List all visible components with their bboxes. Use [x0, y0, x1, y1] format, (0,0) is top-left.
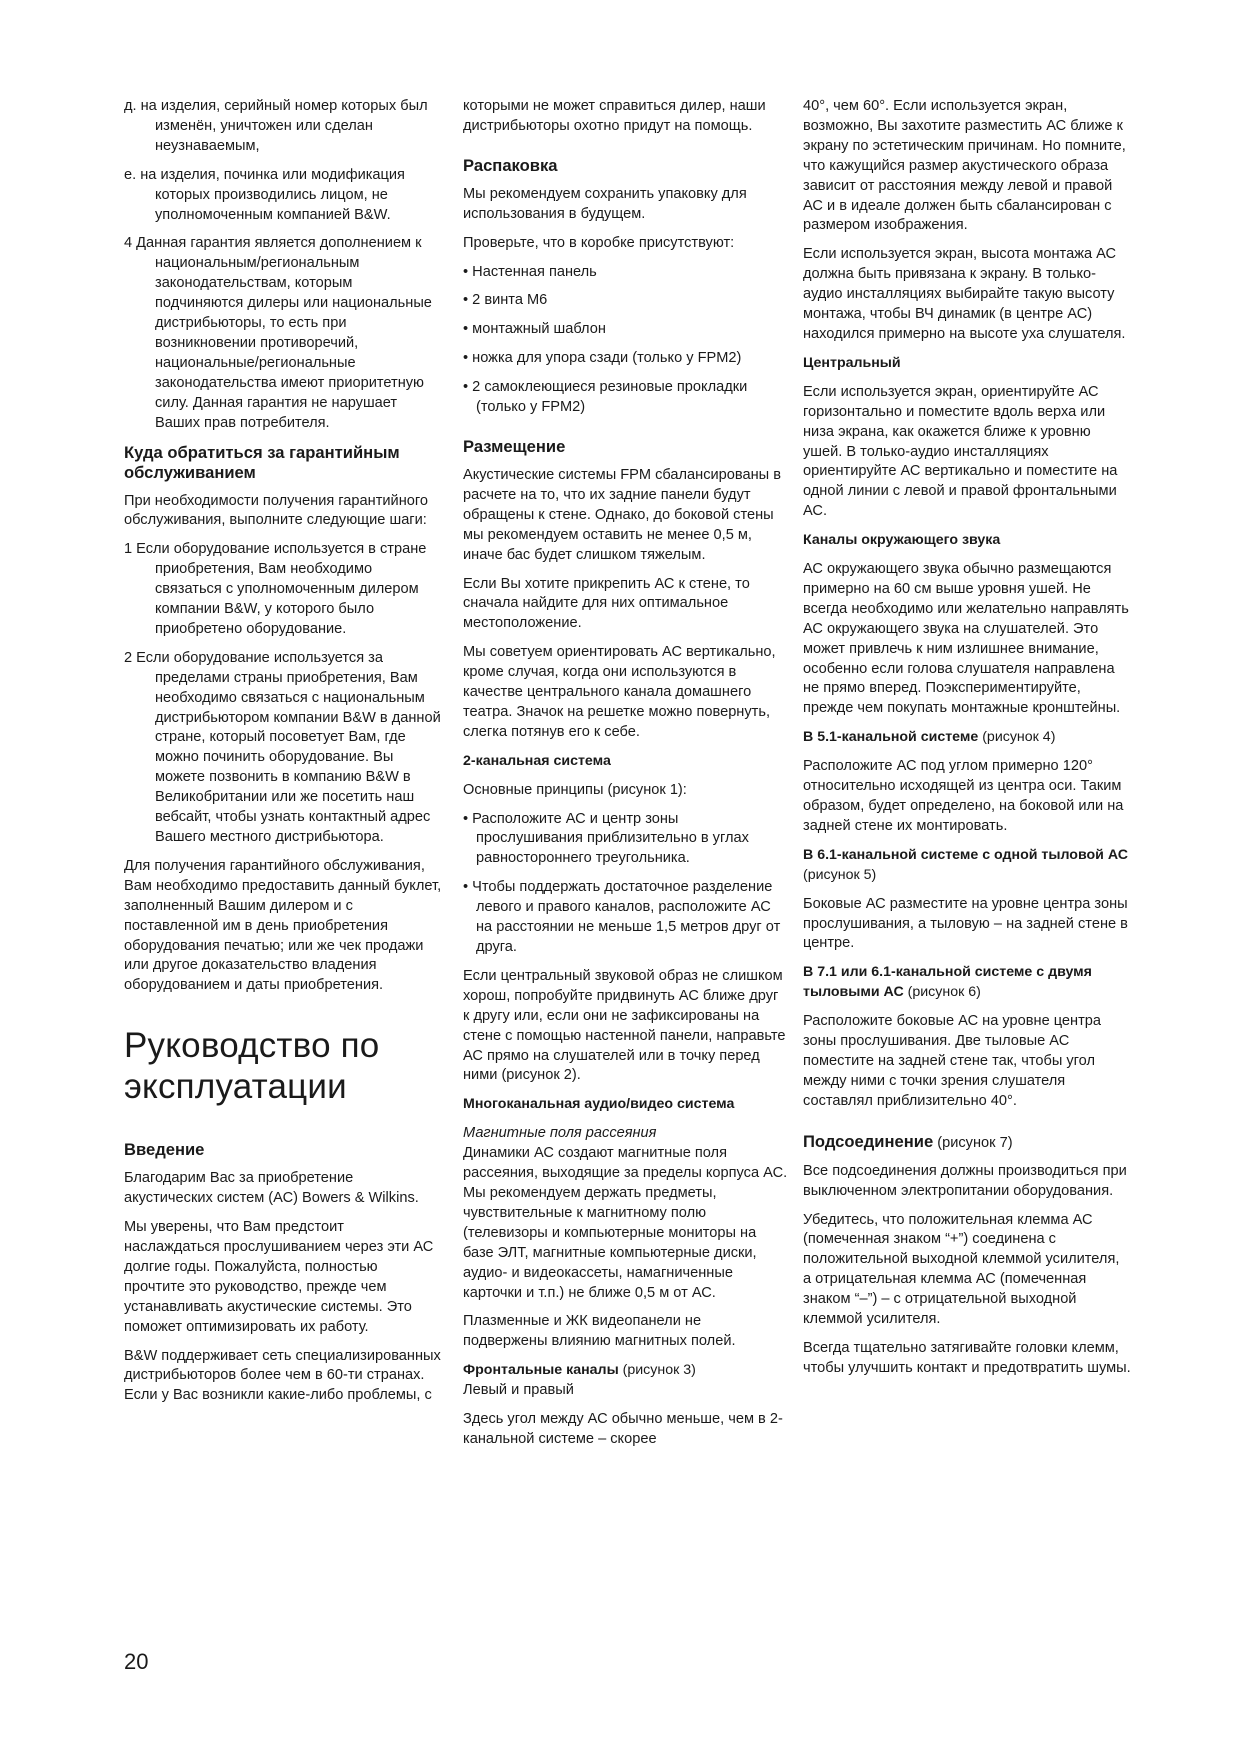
paragraph: Если используется экран, ориентируйте АС горизонтально и поместите вдоль верха или низа экрана, как окажется ближе к уровню ушей. В только-аудио инсталляциях ориентируйте АС вертикально и поместите на одной линии с левой и правой фронтальными АС. [803, 383, 1118, 520]
paragraph: Мы уверены, что Вам предстоит наслаждаться прослушиванием через эти АС долгие годы. Пожалуйста, полностью прочтите это руководство, прежде чем устанавливать акустические системы. Это поможет оптимизировать их работу. [124, 1219, 434, 1335]
label-left-right: Левый и правый [463, 1382, 574, 1399]
figure-ref: (рисунок 3) [618, 1362, 696, 1379]
page-number: 20 [124, 1649, 149, 1674]
list-item: • 2 самоклеющиеся резиновые прокладки (только у FPM2) [463, 379, 748, 416]
section-heading-intro: Введение [124, 1140, 205, 1160]
paragraph: Убедитесь, что положительная клемма АС (помеченная знаком “+”) соединена с положительной выходной клеммой усилителя, а отрицательная клемма АС (помеченная знаком “–”) – с отрицательной выходной клеммой усилителя. [803, 1211, 1120, 1328]
paragraph: Проверьте, что в коробке присутствуют: [463, 234, 735, 251]
section-heading-warranty: Куда обратиться за гарантийным обслуживанием [124, 442, 400, 482]
subheading-7-1 [803, 963, 1131, 1003]
subheading-text: Фронтальные каналы [463, 1362, 619, 1379]
column-3 [803, 97, 1131, 1388]
list-item: • Расположите АС и центр зоны прослушивания приблизительно в углах равностороннего треугольника. [463, 810, 749, 867]
subheading-multichannel: Многоканальная аудио/видео система [463, 1096, 735, 1113]
paragraph: Всегда тщательно затягивайте головки клемм, чтобы улучшить контакт и предотвратить шумы. [803, 1339, 1131, 1376]
subheading-text: В 5.1-канальной системе [803, 729, 979, 746]
paragraph: Динамики АС создают магнитные поля рассеяния, выходящие за пределы корпуса АС. Мы рекомендуем держать предметы, чувствительные к магнитному полю (телевизоры и компьютерные мониторы на базе ЭЛТ, магнитные компьютерные диски, аудио- и видеокассеты, намагниченные карточки и т.п.) не ближе 0,5 м от АС. [463, 1145, 788, 1301]
paragraph: Плазменные и ЖК видеопанели не подвержены влиянию магнитных полей. [463, 1313, 736, 1350]
paragraph: 40°, чем 60°. Если используется экран, возможно, Вы захотите разместить АС ближе к экрану по эстетическим причинам. Но помните, что кажущийся размер акустического образа зависит от расстояния между левой и правой АС и в идеале должен быть сбалансирован с размером изображения. [803, 98, 1126, 234]
paragraph: е. на изделия, починка или модификация которых производились лицом, не уполномоченным компанией B&W. [124, 166, 405, 223]
paragraph: Мы советуем ориентировать АС вертикально, кроме случая, когда они используются в качестве центрального канала домашнего театра. Значок на решетке можно повернуть, слегка потянув его к себе. [463, 644, 776, 740]
paragraph: Если используется экран, высота монтажа АС должна быть привязана к экрану. В только-аудио инсталляциях выбирайте такую высоту монтажа, чтобы ВЧ динамик (в центре АС) находился примерно на высоте уха слушателя. [803, 246, 1126, 342]
paragraph: Боковые АС разместите на уровне центра зоны прослушивания, а тыловую – на задней стене в центре. [803, 895, 1128, 952]
paragraph: Основные принципы (рисунок 1): [463, 781, 687, 798]
figure-ref: (рисунок 4) [978, 729, 1056, 746]
figure-ref: (рисунок 7) [933, 1134, 1013, 1151]
page-title: Руководство по эксплуатации [124, 1026, 380, 1107]
list-item: • ножка для упора сзади (только у FPM2) [463, 350, 742, 367]
paragraph: Все подсоединения должны производиться при выключенном электропитании оборудования. [803, 1162, 1127, 1199]
column-2 [463, 97, 788, 1459]
subheading-2-channel: 2-канальная система [463, 752, 611, 769]
paragraph: Если Вы хотите прикрепить АС к стене, то сначала найдите для них оптимальное местоположение. [463, 575, 750, 632]
figure-ref: (рисунок 5) [803, 866, 877, 883]
subheading-text: Подсоединение [803, 1131, 934, 1151]
column-1 [124, 97, 442, 1415]
paragraph: Здесь угол между АС обычно меньше, чем в 2-канальной системе – скорее [463, 1411, 783, 1447]
paragraph: 4 Данная гарантия является дополнением к национальным/региональным законодательствам, которым подчиняются дилеры или национальные дистрибьюторы, то есть при возникновении противоречий, национальные/региональные законодательства имеют приоритетную силу. Данная гарантия не нарушает Ваших прав потребителя. [124, 235, 432, 431]
paragraph: д. на изделия, серийный номер которых был изменён, уничтожен или сделан неузнаваемым, [124, 98, 428, 154]
paragraph: АС окружающего звука обычно размещаются примерно на 60 см выше уровня ушей. Не всегда необходимо или желательно направлять АС окружающего звука на слушателей. Это может привлечь к ним излишнее внимание, особенно если голова слушателя направлена не прямо вперед. Поэкспериментируйте, прежде чем покупать монтажные кронштейны. [803, 561, 1129, 717]
list-item: • 2 винта М6 [463, 292, 548, 309]
paragraph: Для получения гарантийного обслуживания, Вам необходимо предоставить данный буклет, заполненный Вашим дилером и с поставленной им в день приобретения оборудования печатью; или же чек продажи или другое доказательство владения оборудованием и даты приобретения. [124, 857, 442, 994]
figure-ref: (рисунок 6) [903, 984, 981, 1001]
section-heading-placement: Размещение [463, 436, 566, 456]
italic-label: Магнитные поля рассеяния [463, 1125, 657, 1142]
paragraph: Расположите боковые АС на уровне центра зоны прослушивания. Две тыловые АС поместите на задней стене так, чтобы угол между ними с точки зрения слушателя составлял приблизительно 40°. [803, 1013, 1102, 1109]
section-heading-connection [803, 1132, 1131, 1153]
subheading-6-1 [803, 846, 1131, 886]
paragraph: B&W поддерживает сеть специализированных дистрибьюторов более чем в 60-ти странах. Если у Вас возникли какие-либо проблемы, с [124, 1347, 441, 1404]
paragraph: При необходимости получения гарантийного обслуживания, выполните следующие шаги: [124, 492, 429, 529]
paragraph: Если центральный звуковой образ не слишком хорош, попробуйте придвинуть АС ближе друг к другу или, если они не зафиксированы на стене с помощью настенной панели, направьте АС прямо на слушателей или в точку перед ними (рисунок 2). [463, 967, 786, 1084]
paragraph: 1 Если оборудование используется в стране приобретения, Вам необходимо связаться с уполномоченным дилером компании B&W, у которого было приобретено оборудование. [124, 541, 427, 637]
list-item: • Чтобы поддержать достаточное разделение левого и правого каналов, расположите АС на расстоянии не меньше 1,5 метров друг от друга. [463, 879, 781, 955]
subheading-surround: Каналы окружающего звука [803, 532, 1001, 549]
paragraph: Акустические системы FPM сбалансированы в расчете на то, что их задние панели будут обращены к стене. Однако, до боковой стены мы рекомендуем оставить не менее 0,5 м, иначе бас будет слишком тяжелым. [463, 466, 781, 563]
section-heading-unpacking: Распаковка [463, 155, 558, 175]
paragraph: 2 Если оборудование используется за пределами страны приобретения, Вам необходимо связаться с национальным дистрибьютором компании B&W в данной стране, который посоветует Вам, где можно починить оборудование. Вы можете позвонить в компанию B&W в Великобритании или же посетить наш вебсайт, чтобы узнать контактный адрес Вашего местного дистрибьютора. [124, 649, 441, 845]
subheading-front-channels [463, 1361, 788, 1381]
paragraph: которыми не может справиться дилер, наши дистрибьюторы охотно придут на помощь. [463, 98, 766, 134]
paragraph: Мы рекомендуем сохранить упаковку для использования в будущем. [463, 185, 747, 222]
paragraph: Расположите АС под углом примерно 120° относительно исходящей из центра оси. Таким образом, будет определено, на боковой или на задней стене их монтировать. [803, 758, 1124, 834]
subheading-center: Центральный [803, 354, 901, 371]
subheading-text: В 7.1 или 6.1-канальной системе с двумя тыловыми АС [803, 964, 1092, 1001]
subheading-text: В 6.1-канальной системе с одной тыловой АС [803, 846, 1128, 863]
subheading-5-1 [803, 728, 1131, 748]
list-item: • Настенная панель [463, 263, 597, 280]
list-item: • монтажный шаблон [463, 321, 606, 338]
paragraph: Благодарим Вас за приобретение акустических систем (АС) Bowers & Wilkins. [124, 1170, 419, 1207]
